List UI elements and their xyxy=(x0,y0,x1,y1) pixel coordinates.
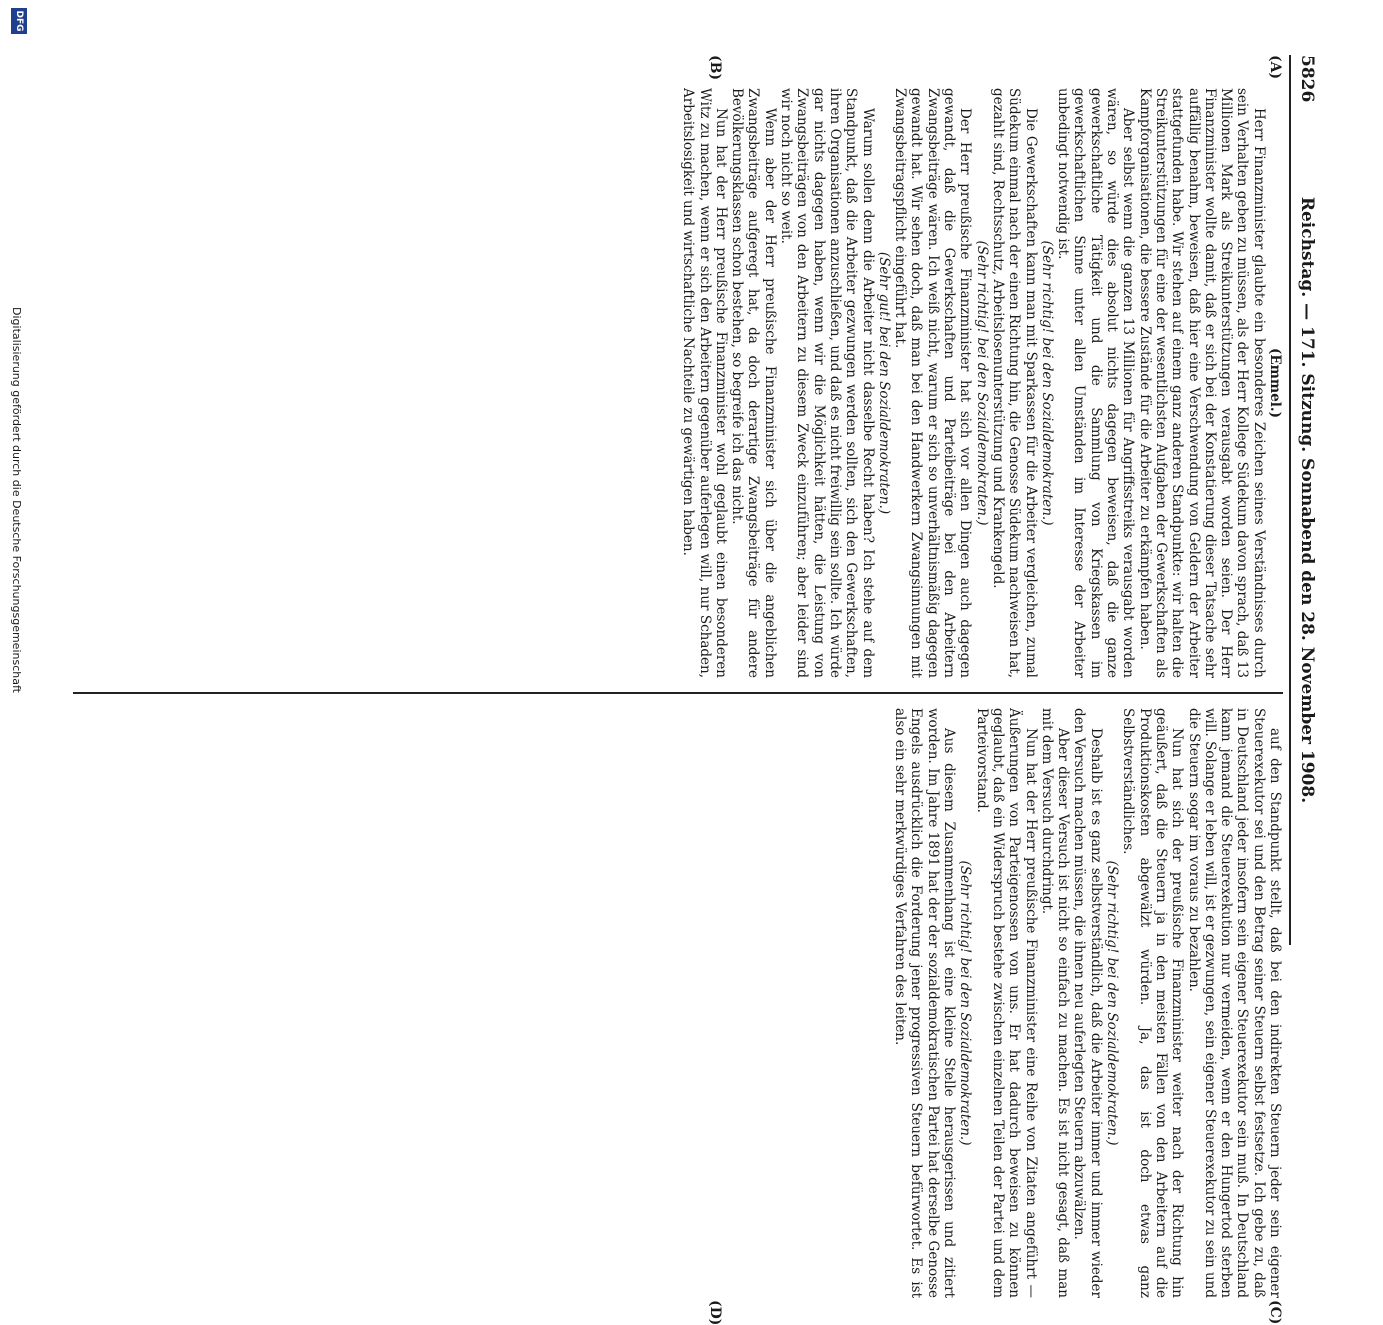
paragraph: Nun hat der Herr preußische Finanzminister wohl geglaubt einen besonderen Witz zu machen, wenn er sich den Arbeitern gegenüber auferlegen will, nur Schaden, Arbeitslosigkeit und wirtschaftliche Nachteile zu gewärtigen haben. xyxy=(680,88,729,678)
margin-label-d: (D) xyxy=(707,1300,723,1325)
margin-label-a: (A) xyxy=(1267,55,1283,80)
digitization-credit: Digitalisierung gefördert durch die Deutsche Forschungsgemeinschaft xyxy=(10,307,23,693)
paragraph: Aus diesem Zusammenhang ist eine kleine Stelle herausgerissen und zitiert worden. Im Jahre 1891 hat der der sozialdemokratischen Partei hat derselbe Genosse Engels ausdrücklich die Forderung jener progressiven Steuern befürwortet. Es ist also ein sehr merkwürdiges Verfahren des leiten. xyxy=(892,708,958,1298)
interjection: (Sehr richtig! bei den Sozialdemokraten.) xyxy=(1104,860,1121,1146)
page-number: 5826 xyxy=(1297,55,1317,103)
paragraph: Aber selbst wenn die ganzen 13 Millionen für Angriffsstreiks verausgabt worden wären, so würde dies absolut nichts dagegen beweisen, daß die ganze gewerkschaftliche Tätigkeit und die Sammlung von Kriegskassen im gewerkschaftlichen Sinne unter allen Umständen im Interesse der Arbeiter unbedingt notwendig ist. xyxy=(1055,88,1137,678)
interjection: (Sehr gut! bei den Sozialdemokraten.) xyxy=(875,251,892,515)
paragraph: Aber dieser Versuch ist nicht so einfach zu machen. Es ist nicht gesagt, daß man mit dem Versuch durchdringt. xyxy=(1038,708,1072,1298)
page-title: Reichstag. — 171. Sitzung. Sonnabend den 28. November 1908. xyxy=(1297,196,1317,804)
paragraph: Wenn aber der Herr preußische Finanzminister sich über die angeblichen Zwangsbeiträge aufgeregt hat, da doch derartige Zwangsbeiträge für andere Bevölkerungsklassen schon bestehen, so begreife ich das nicht. xyxy=(729,88,778,678)
paragraph: Nun hat sich der preußische Finanzminister weiter nach der Richtung hin geäußert, daß die Steuern ja in den meisten Fällen von den Arbeitern auf die Produktionskosten abgewälzt würden. Ja, das ist doch etwas ganz Selbstverständliches. xyxy=(1120,708,1186,1298)
interjection: (Sehr richtig! bei den Sozialdemokraten.) xyxy=(957,860,974,1146)
dfg-logo: DFG xyxy=(11,8,27,34)
right-text-column xyxy=(73,708,1283,1298)
paragraph: Deshalb ist es ganz selbstverständlich, daß die Arbeiter immer und immer wieder den Versuch machen müssen, die ihnen neu auferlegten Steuern abzuwälzen. xyxy=(1071,708,1104,1298)
speaker-name: (Emmel.) xyxy=(1267,347,1283,419)
margin-label-c: (C) xyxy=(1267,1300,1283,1325)
paragraph: Herr Finanzminister glaubte ein besonderes Zeichen seines Verständnisses durch sein Verhalten geben zu müssen, als der Herr Kollege Südekum davon sprach, daß 13 Millionen Mark als Streikunterstützungen verausgabt worden seien. Der Herr Finanzminister wollte damit, daß er sich bei der Konstatierung dieser Tatsache sehr auffällig benahm, beweisen, daß hier eine Verschwendung von Geldern der Arbeiter stattgefunden habe. Wir stehen auf einem ganz anderen Standpunkte: wir halten die Streikunterstützungen für eine der wesentlichsten Aufgaben der Gewerkschaften als Kampforganisationen, die bessere Zustände für die Arbeiter zu erkämpfen haben. xyxy=(1136,88,1267,678)
column-divider xyxy=(73,692,1283,694)
paragraph: auf den Standpunkt stellt, daß bei den indirekten Steuern jeder sein eigener Steuerexekutor sei und den Betrag seiner Steuern selbst festsetze. Ich gebe zu, daß in Deutschland jeder insofern sein eigener Steuerexekutor sein muß. In Deutschland kann jemand die Steuerexekution nur vermeiden, wenn er den Hungertod sterben will. Solange er leben will, ist er gezwungen, sein eigener Steuerexekutor zu sein und die Steuern sogar im voraus zu bezahlen. xyxy=(1185,708,1283,1298)
paragraph: Der Herr preußische Finanzminister hat sich vor allen Dingen auch dagegen gewandt, daß die Gewerkschaften und Parteibeiträge bei den Arbeitern Zwangsbeiträge wären. Ich weiß nicht, warum er sich so unverhältnismäßig dagegen gewandt hat. Wir sehen doch, daß man bei den Handwerkern Zwangsinnungen mit Zwangsbeitragspflicht eingeführt hat. xyxy=(892,88,974,678)
paragraph: Nun hat der Herr preußische Finanzminister eine Reihe von Zitaten angeführt — Äußerungen von Parteigenossen von uns. Er hat dadurch beweisen zu können geglaubt, daß ein Widerspruch bestehe zwischen einzelnen Teilen der Partei und dem Parteivorstand. xyxy=(973,708,1039,1298)
left-text-column xyxy=(73,88,1283,678)
paragraph: Warum sollen denn die Arbeiter nicht dasselbe Recht haben? Ich stehe auf dem Standpunkt, daß die Arbeiter gezwungen werden sollten, sich den Gewerkschaften, ihren Organisationen anzuschließen, und daß es nicht freiwillig sein sollte. Ich würde gar nichts dagegen haben, wenn wir die Möglichkeit hätten, die Leistung von Zwangsbeiträgen von den Arbeitern zu diesem Zweck einzuführen; aber leider sind wir noch nicht so weit. xyxy=(778,88,876,678)
page-header xyxy=(1293,55,1317,945)
header-rule xyxy=(1289,55,1291,945)
margin-label-b: (B) xyxy=(707,55,723,81)
paragraph: Die Gewerkschaften kann man mit Sparkassen für die Arbeiter vergleichen, zumal Südekum einmal nach der einen Richtung hin, die Genosse Südekum nachweisen hat, gezahlt sind, Rechtsschutz, Arbeitslosenunterstützung und Krankengeld. xyxy=(989,88,1039,678)
interjection: (Sehr richtig! bei den Sozialdemokraten.) xyxy=(1038,240,1055,526)
interjection: (Sehr richtig! bei den Sozialdemokraten.) xyxy=(973,240,990,526)
